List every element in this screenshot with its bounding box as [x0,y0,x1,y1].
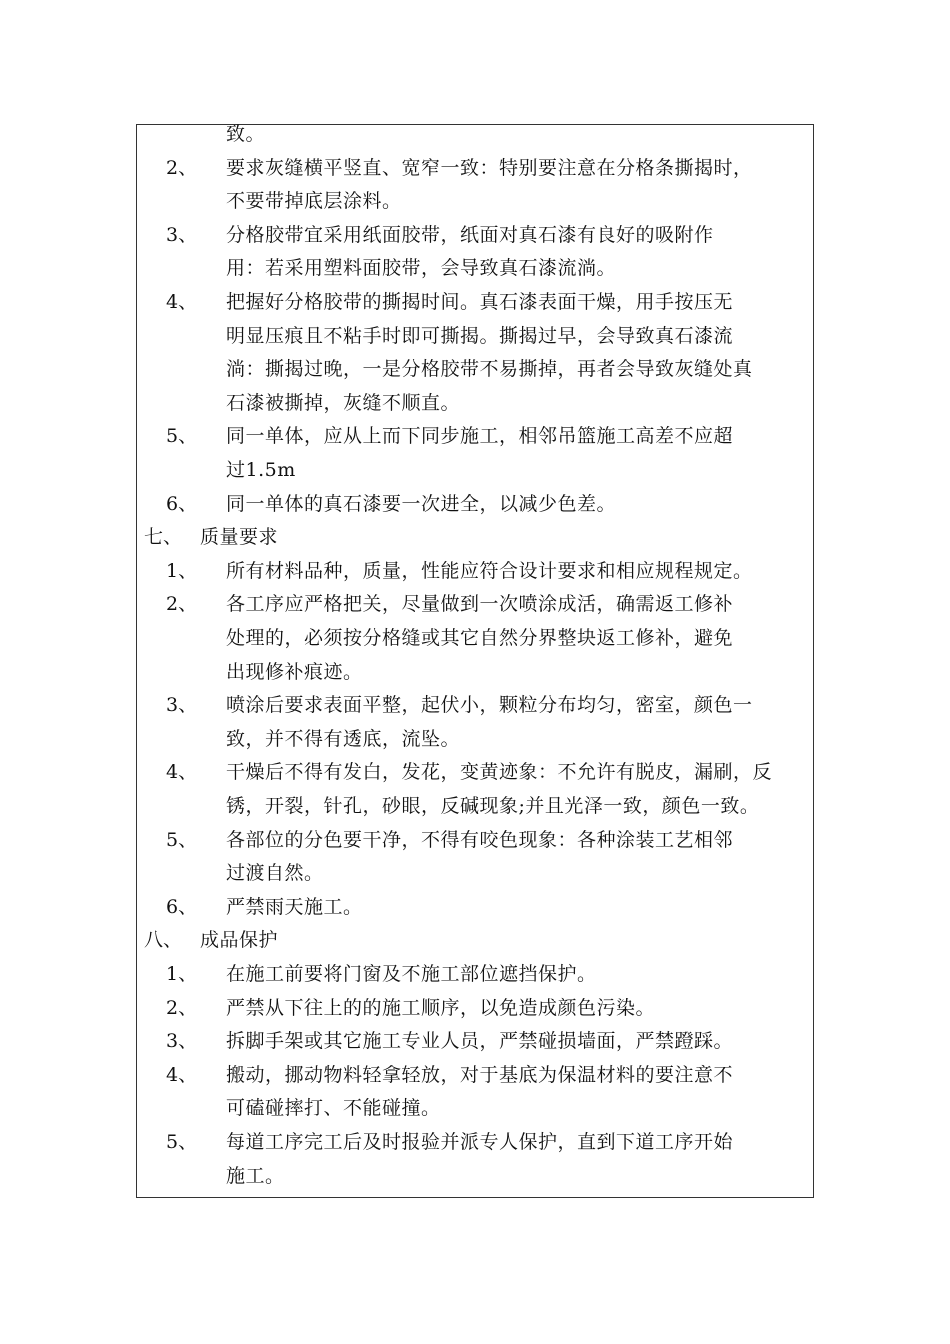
item-number: 2、 [166,156,198,179]
item-text: 严禁从下往上的的施工顺序，以免造成颜色污染。 [226,996,656,1019]
item-text: 过渡自然。 [226,862,324,885]
item-text: 搬动，挪动物料轻拿轻放，对于基底为保温材料的要注意不 [226,1063,734,1086]
item-text: 严禁雨天施工。 [226,895,363,918]
item-text: 同一单体，应从上而下同步施工，相邻吊篮施工高差不应超 [226,425,734,448]
item-number: 1、 [166,963,198,985]
item-text: 同一单体的真石漆要一次进全，以减少色差。 [226,492,617,515]
item-text: 干燥后不得有发白，发花，变黄迹象：不允许有脱皮，漏刷，反 [226,761,773,784]
item-text: 石漆被撕掉，灰缝不顺直。 [226,391,461,414]
item-text: 喷涂后要求表面平整，起伏小，颗粒分布均匀，密室，颜色一 [226,694,753,717]
item-number: 2、 [166,593,198,616]
item-text: 把握好分格胶带的撕揭时间。真石漆表面干燥，用手按压无 [226,291,734,313]
item-text: 每道工序完工后及时报验并派专人保护，直到下道工序开始 [226,1131,734,1153]
item-text: 可磕碰摔打、不能碰撞。 [226,1097,441,1120]
section-number: 八、 [144,929,183,952]
section-heading: 成品保护 [200,929,279,952]
item-number: 3、 [166,223,198,246]
item-text: 拆脚手架或其它施工专业人员，严禁碰损墙面，严禁蹬踩。 [226,1030,734,1053]
section-number: 七、 [144,526,183,549]
item-text: 出现修补痕迹。 [226,660,363,683]
item-text: 所有材料品种，质量，性能应符合设计要求和相应规程规定。 [226,559,753,582]
item-text: 明显压痕且不粘手时即可撕揭。撕揭过早，会导致真石漆流 [226,324,734,347]
item-text: 在施工前要将门窗及不施工部位遮挡保护。 [226,963,597,985]
item-text: 锈，开裂，针孔，砂眼，反碱现象;并且光泽一致，颜色一致。 [226,795,760,817]
item-number: 2、 [166,996,198,1019]
item-number: 4、 [166,761,198,784]
section-heading: 质量要求 [200,526,279,549]
item-text: 致，并不得有透底，流坠。 [226,727,461,750]
item-number: 5、 [166,1131,198,1153]
item-number: 3、 [166,1030,198,1053]
item-text: 不要带掉底层涂料。 [226,190,402,213]
item-text: 施工。 [226,1164,285,1187]
item-number: 5、 [166,828,198,851]
item-number: 3、 [166,694,198,717]
item-number: 5、 [166,425,198,448]
item-text: 用：若采用塑料面胶带，会导致真石漆流淌。 [226,257,617,280]
item-number: 6、 [166,492,198,515]
item-text: 处理的，必须按分格缝或其它自然分界整块返工修补，避免 [226,627,734,649]
item-number: 1、 [166,559,198,582]
item-text: 分格胶带宜采用纸面胶带，纸面对真石漆有良好的吸附作 [226,223,714,246]
item-text: 各工序应严格把关，尽量做到一次喷涂成活，确需返工修补 [226,593,734,616]
item-text: 淌：撕揭过晚，一是分格胶带不易撕掉，再者会导致灰缝处真 [226,358,753,381]
item-number: 4、 [166,1063,198,1086]
item-number: 4、 [166,291,198,313]
item-text: 要求灰缝横平竖直、宽窄一致：特别要注意在分格条撕揭时， [226,156,753,179]
item-text: 致。 [226,123,266,145]
item-text: 各部位的分色要干净，不得有咬色现象：各种涂装工艺相邻 [226,828,734,851]
item-number: 6、 [166,895,198,918]
item-text: 过1.5m [226,459,296,481]
